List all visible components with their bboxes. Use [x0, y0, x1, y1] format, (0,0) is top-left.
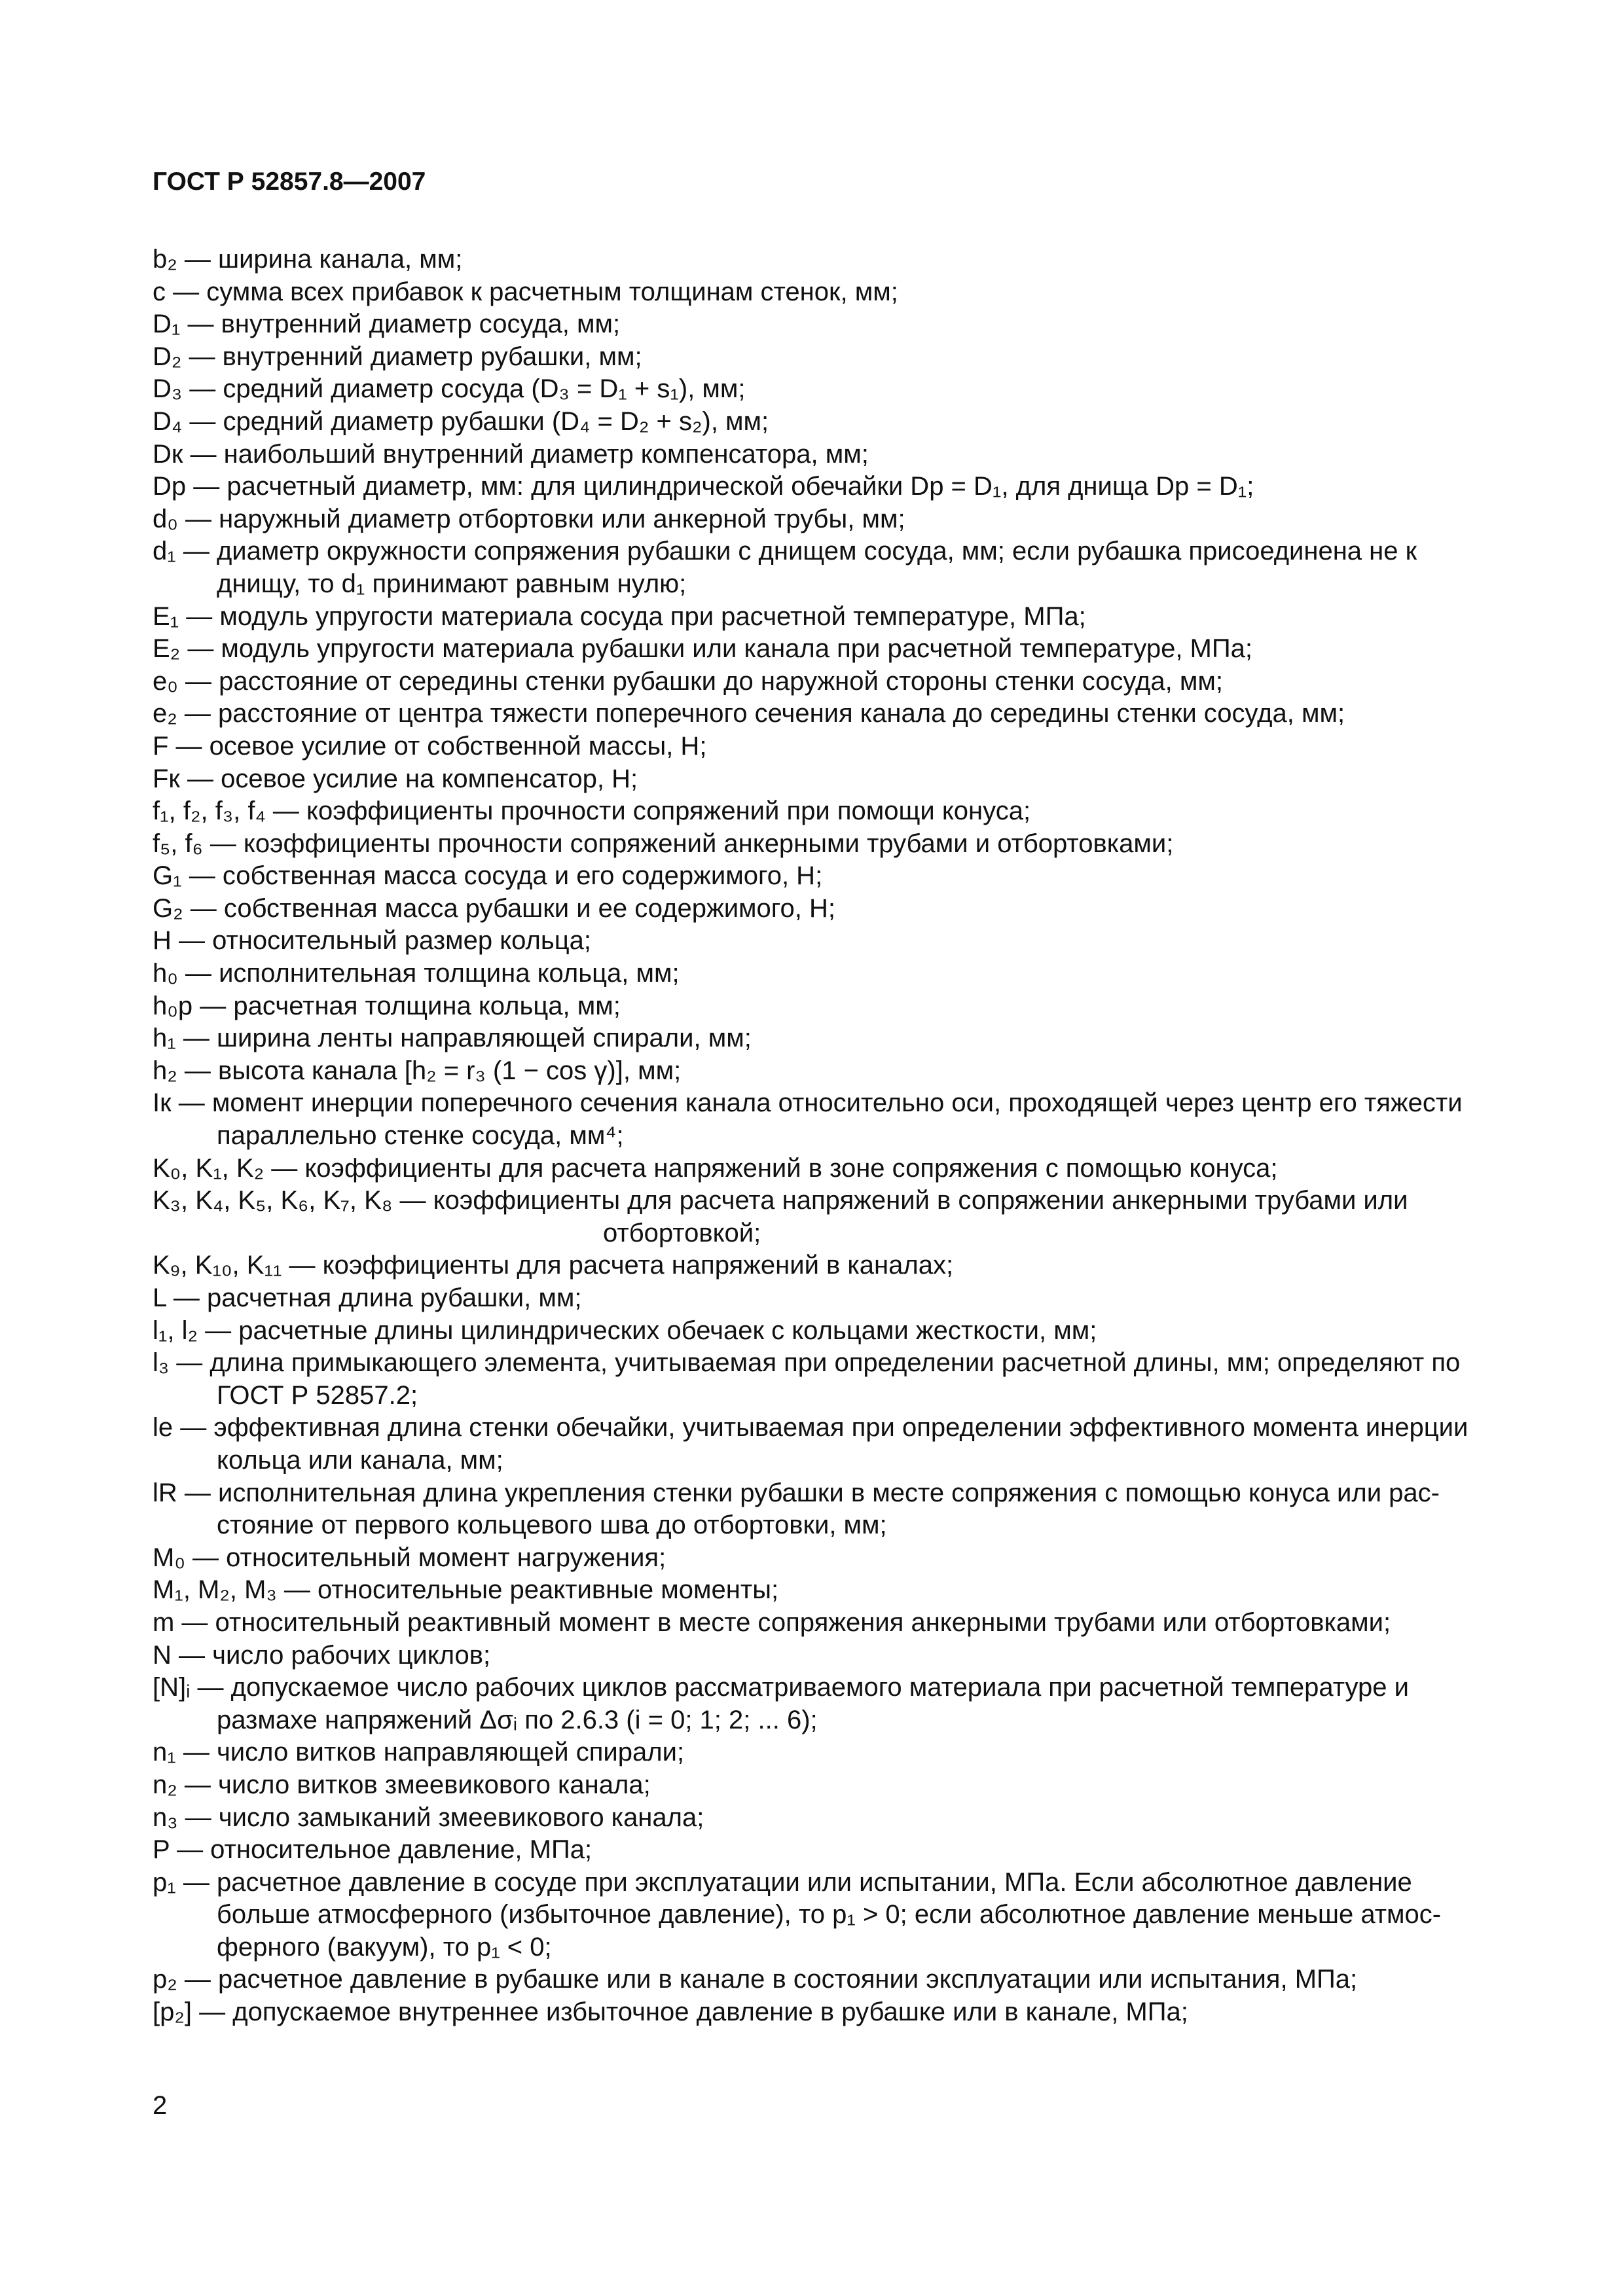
list-item: le — эффективная длина стенки обечайки, учитываемая при определении эффективного момента инерции: [153, 1413, 1468, 1443]
list-item: p₁ — расчетное давление в сосуде при эксплуатации или испытании, МПа. Если абсолютное давление: [153, 1867, 1412, 1897]
list-item: n₃ — число замыканий змеевикового канала;: [153, 1803, 704, 1832]
list-item: E₁ — модуль упругости материала сосуда при расчетной температуре, МПа;: [153, 601, 1086, 631]
list-item: M₁, M₂, M₃ — относительные реактивные моменты;: [153, 1575, 779, 1605]
list-item: N — число рабочих циклов;: [153, 1640, 491, 1670]
list-item: H — относительный размер кольца;: [153, 926, 591, 956]
list-item-continuation: днищу, то d₁ принимают равным нулю;: [217, 569, 687, 598]
list-item: f₁, f₂, f₃, f₄ — коэффициенты прочности сопряжений при помощи конуса;: [153, 797, 1031, 826]
list-item: p₂ — расчетное давление в рубашке или в канале в состоянии эксплуатации или испытания, МПа;: [153, 1965, 1358, 1994]
symbol-list: [153, 243, 1484, 2029]
list-item-continuation: кольца или канала, мм;: [217, 1445, 503, 1475]
list-item: Iк — момент инерции поперечного сечения канала относительно оси, проходящей через центр его тяжести: [153, 1088, 1463, 1118]
list-item: e₂ — расстояние от центра тяжести поперечного сечения канала до середины стенки сосуда, мм;: [153, 699, 1345, 728]
page-number: 2: [153, 2091, 168, 2120]
list-item: D₁ — внутренний диаметр сосуда, мм;: [153, 310, 621, 339]
list-item: [p₂] — допускаемое внутреннее избыточное давление в рубашке или в канале, МПа;: [153, 1998, 1188, 2027]
list-item-continuation: стояние от первого кольцевого шва до отбортовки, мм;: [217, 1511, 887, 1540]
list-item: h₁ — ширина ленты направляющей спирали, мм;: [153, 1024, 752, 1053]
list-item: K₉, K₁₀, K₁₁ — коэффициенты для расчета напряжений в каналах;: [153, 1251, 954, 1280]
list-item: [N]ᵢ — допускаемое число рабочих циклов рассматриваемого материала при расчетной температуре и: [153, 1673, 1409, 1702]
list-item: c — сумма всех прибавок к расчетным толщинам стенок, мм;: [153, 277, 898, 306]
list-item: h₂ — высота канала [h₂ = r₃ (1 − cos γ)], мм;: [153, 1056, 682, 1085]
list-item: b₂ — ширина канала, мм;: [153, 245, 463, 274]
list-item-continuation: размахе напряжений Δσᵢ по 2.6.3 (i = 0; 1; 2; ... 6);: [217, 1705, 818, 1734]
list-item: Dp — расчетный диаметр, мм: для цилиндрической обечайки Dp = D₁, для днища Dp = D₁;: [153, 472, 1254, 501]
list-item: d₁ — диаметр окружности сопряжения рубашки с днищем сосуда, мм; если рубашка присоединена не к: [153, 537, 1417, 566]
list-item: e₀ — расстояние от середины стенки рубашки до наружной стороны стенки сосуда, мм;: [153, 666, 1223, 696]
list-item: lR — исполнительная длина укрепления стенки рубашки в месте сопряжения с помощью конуса или рас-: [153, 1478, 1440, 1507]
list-item: F — осевое усилие от собственной массы, Н;: [153, 731, 707, 761]
list-item: G₁ — собственная масса сосуда и его содержимого, Н;: [153, 861, 823, 891]
list-item: E₂ — модуль упругости материала рубашки или канала при расчетной температуре, МПа;: [153, 634, 1252, 664]
list-item: Fк — осевое усилие на компенсатор, Н;: [153, 764, 638, 793]
list-item: M₀ — относительный момент нагружения;: [153, 1543, 666, 1572]
list-item: K₃, K₄, K₅, K₆, K₇, K₈ — коэффициенты для расчета напряжений в сопряжении анкерными трубами или: [153, 1186, 1408, 1215]
list-item: K₀, K₁, K₂ — коэффициенты для расчета напряжений в зоне сопряжения с помощью конуса;: [153, 1153, 1278, 1183]
document-header: ГОСТ Р 52857.8—2007: [153, 168, 426, 196]
list-item-continuation: параллельно стенке сосуда, мм⁴;: [217, 1121, 624, 1151]
list-item-continuation: ферного (вакуум), то p₁ < 0;: [217, 1932, 552, 1962]
list-item: Dк — наибольший внутренний диаметр компенсатора, мм;: [153, 439, 869, 469]
list-item: l₃ — длина примыкающего элемента, учитываемая при определении расчетной длины, мм; определяют по: [153, 1348, 1461, 1378]
list-item: h₀ — исполнительная толщина кольца, мм;: [153, 959, 680, 988]
list-item: D₂ — внутренний диаметр рубашки, мм;: [153, 342, 642, 371]
list-item: n₁ — число витков направляющей спирали;: [153, 1738, 685, 1767]
list-item: d₀ — наружный диаметр отбортовки или анкерной трубы, мм;: [153, 504, 905, 533]
list-item: f₅, f₆ — коэффициенты прочности сопряжений анкерными трубами и отбортовками;: [153, 829, 1174, 858]
list-item: G₂ — собственная масса рубашки и ее содержимого, Н;: [153, 893, 835, 923]
list-item: D₄ — средний диаметр рубашки (D₄ = D₂ + s₂), мм;: [153, 406, 769, 436]
list-item: n₂ — число витков змеевикового канала;: [153, 1770, 651, 1799]
list-item: L — расчетная длина рубашки, мм;: [153, 1283, 582, 1312]
list-item: P — относительное давление, МПа;: [153, 1835, 593, 1865]
list-item: h₀p — расчетная толщина кольца, мм;: [153, 991, 621, 1020]
list-item-continuation: больше атмосферного (избыточное давление), то p₁ > 0; если абсолютное давление меньше атмос-: [217, 1900, 1442, 1929]
list-item-continuation: ГОСТ Р 52857.2;: [217, 1380, 418, 1410]
list-item: m — относительный реактивный момент в месте сопряжения анкерными трубами или отбортовками;: [153, 1607, 1391, 1637]
list-item-continuation: отбортовкой;: [603, 1218, 761, 1247]
list-item: D₃ — средний диаметр сосуда (D₃ = D₁ + s₁), мм;: [153, 374, 746, 404]
list-item: l₁, l₂ — расчетные длины цилиндрических обечаек с кольцами жесткости, мм;: [153, 1316, 1097, 1345]
